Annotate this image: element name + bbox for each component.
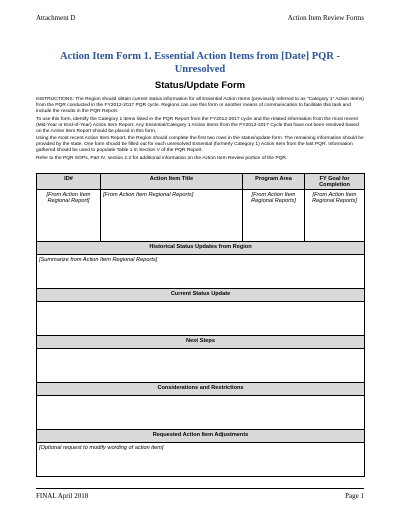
instructions-paragraph: Refer to the PQR SOPs, Part IV, section 2.2 for additional information on the Action Item Review portion of the PQR. xyxy=(36,155,288,161)
header-fy-goal: FY Goal for Completion xyxy=(305,174,365,190)
page-footer xyxy=(36,488,364,500)
considerations-field[interactable] xyxy=(37,396,365,430)
instructions-block xyxy=(36,97,364,163)
form-title-line-1: Action Item Form 1. Essential Action Items from [Date] PQR - xyxy=(59,51,341,62)
instructions-paragraph: To use this form, identify the Category 1 items listed in the PQR Report from the FY2012-2017 cycle and the related information from the most recent (Mid-Year or End-of-Year) Action Item Report. Any Essential/Category 1 Action Items from the FY2012-2017 Cycle that have not been resolved based on the Action Item Report should be placed in this form. xyxy=(36,116,359,134)
footer-divider xyxy=(36,488,364,489)
table-row xyxy=(37,190,365,242)
footer-version: FINAL April 2018 xyxy=(36,492,89,500)
id-field[interactable]: [From Action Item Regional Report] xyxy=(37,190,101,242)
header-id: ID# xyxy=(37,174,101,190)
footer-page-number: Page 1 xyxy=(345,492,364,500)
section-historical-status-heading: Historical Status Updates from Region xyxy=(37,242,365,255)
section-requested-adjustments-heading: Requested Action Item Adjustments xyxy=(37,430,365,443)
instructions-paragraph: Using the most recent Action Item Report, the Region should complete the first two rows in the status/update form. The remaining information should be provided by the state. One form should be filled out for each unresolved Essential (formerly Category 1) Action Item from the last PQR. Information gathered should be used to populate Table 1 in Section V of the PQR Report. xyxy=(36,136,364,154)
action-item-title-field[interactable]: [From Action Item Regional Reports] xyxy=(101,190,243,242)
next-steps-field[interactable] xyxy=(37,349,365,383)
form-title-line-2: Unresolved xyxy=(174,64,226,75)
requested-adjustments-field[interactable]: [Optional request to modify wording of action item] xyxy=(37,443,365,477)
current-status-field[interactable] xyxy=(37,302,365,336)
header-action-item-title: Action Item Title xyxy=(101,174,243,190)
fy-goal-field[interactable]: [From Action Item Regional Reports] xyxy=(305,190,365,242)
header-document-title: Action Item Review Forms xyxy=(287,14,364,22)
historical-status-field[interactable]: [Summarize from Action Item Regional Reports] xyxy=(37,255,365,289)
section-considerations-heading: Considerations and Restrictions xyxy=(37,383,365,396)
form-title xyxy=(36,50,364,76)
status-update-form-table xyxy=(36,173,365,477)
section-next-steps-heading: Next Steps xyxy=(37,336,365,349)
form-subtitle: Status/Update Form xyxy=(154,80,246,91)
header-attachment-label: Attachment D xyxy=(36,14,76,22)
instructions-paragraph: INSTRUCTIONS: The Region should obtain current status information for all Essential Action Items (previously referred to as "Category 1" Action Items) from the PQR conducted in the FY2012-2017 PQR cycle. Regions can use this form or another means of communication to facilitate this task and include the results in the PQR Report. xyxy=(36,97,364,115)
section-current-status-heading: Current Status Update xyxy=(37,289,365,302)
table-header-row xyxy=(37,174,365,190)
header-program-area: Program Area xyxy=(243,174,305,190)
program-area-field[interactable]: [From Action Item Regional Reports] xyxy=(243,190,305,242)
